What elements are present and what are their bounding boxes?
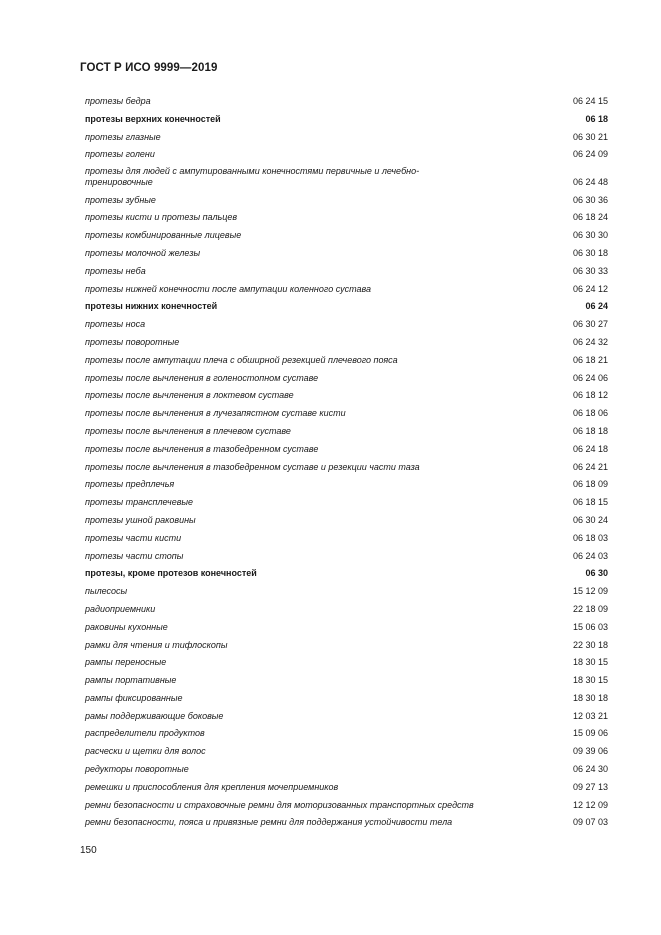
index-row [85, 337, 608, 348]
index-row [85, 551, 608, 562]
index-code: 06 18 18 [572, 425, 608, 436]
index-row [85, 479, 608, 490]
index-term: протезы после вычленения в тазобедренном суставе и резекции части таза [85, 461, 420, 472]
index-term: расчески и щетки для волос [85, 746, 206, 757]
index-term: протезы носа [85, 319, 146, 330]
index-row [85, 96, 608, 107]
index-row [85, 817, 608, 828]
index-code: 06 24 12 [572, 283, 608, 294]
index-row [85, 764, 608, 775]
index-row [85, 132, 608, 143]
index-term: протезы голени [85, 149, 155, 160]
index-row [85, 622, 608, 633]
index-code: 06 18 12 [572, 390, 608, 401]
index-code: 06 18 09 [572, 479, 608, 490]
index-code: 06 24 03 [572, 550, 608, 561]
index-row [85, 373, 608, 384]
index-code: 06 30 21 [572, 131, 608, 142]
index-code: 06 18 06 [572, 408, 608, 419]
index-term: протезы комбинированные лицевые [85, 230, 242, 241]
index-term: рамки для чтения и тифлоскопы [85, 639, 228, 650]
index-term: протезы поворотные [85, 336, 180, 347]
index-code: 15 06 03 [572, 621, 608, 632]
index-code: 06 18 21 [572, 354, 608, 365]
document-header: ГОСТ Р ИСО 9999—2019 [80, 62, 218, 74]
index-term: протезы предплечья [85, 479, 175, 490]
index-term: протезы зубные [85, 194, 156, 205]
index-term: протезы после вычленения в плечевом суставе [85, 425, 291, 436]
index-row [85, 728, 608, 739]
index-code: 22 18 09 [572, 603, 608, 614]
index-term: протезы молочной железы [85, 247, 201, 258]
index-term: рампы портативные [85, 675, 177, 686]
index-code: 06 24 [585, 301, 608, 312]
index-code: 06 18 03 [572, 532, 608, 543]
index-code: 06 30 24 [572, 514, 608, 525]
index-code: 06 30 30 [572, 230, 608, 241]
index-code: 06 30 33 [572, 265, 608, 276]
index-term: протезы части кисти [85, 532, 182, 543]
index-term: протезы для людей с ампутированными конечностями первичные и лечебно-тренировочные [85, 166, 420, 187]
index-row [85, 693, 608, 704]
index-term: рампы фиксированные [85, 692, 183, 703]
index-term: ремни безопасности и страховочные ремни для моторизованных транспортных средств [85, 799, 474, 810]
index-term: протезы нижних конечностей [85, 301, 218, 312]
index-row [85, 149, 608, 160]
index-term: протезы после вычленения в голеностопном суставе [85, 372, 319, 383]
index-term: протезы после ампутации плеча с обширной резекцией плечевого пояса [85, 354, 398, 365]
index-term: протезы верхних конечностей [85, 113, 221, 124]
index-term: протезы части стопы [85, 550, 184, 561]
index-code: 06 30 27 [572, 319, 608, 330]
index-term: протезы глазные [85, 131, 161, 142]
index-row [85, 426, 608, 437]
index-term: протезы после вычленения в тазобедренном суставе [85, 443, 319, 454]
index-code: 06 24 21 [572, 461, 608, 472]
index-row [85, 355, 608, 366]
index-term: редукторы поворотные [85, 764, 189, 775]
index-code: 06 24 06 [572, 372, 608, 383]
index-code: 06 30 18 [572, 247, 608, 258]
index-row [85, 284, 608, 295]
index-row [85, 497, 608, 508]
index-row [85, 515, 608, 526]
index-code: 06 18 [585, 113, 608, 124]
index-row [85, 800, 608, 811]
index-term: протезы нижней конечности после ампутации коленного сустава [85, 283, 372, 294]
index-row [85, 248, 608, 259]
index-term: раковины кухонные [85, 621, 168, 632]
index-term: рампы переносные [85, 657, 167, 668]
index-row [85, 301, 608, 312]
index-row [85, 711, 608, 722]
index-row [85, 390, 608, 401]
index-code: 15 09 06 [572, 728, 608, 739]
index-list [85, 96, 608, 835]
index-row [85, 568, 608, 579]
index-row [85, 746, 608, 757]
index-row [85, 586, 608, 597]
index-row [85, 533, 608, 544]
index-row [85, 166, 608, 187]
index-term: рамы поддерживающие боковые [85, 710, 224, 721]
index-row [85, 319, 608, 330]
index-code: 22 30 18 [572, 639, 608, 650]
index-code: 12 12 09 [572, 799, 608, 810]
index-term: протезы, кроме протезов конечностей [85, 568, 257, 579]
index-row [85, 114, 608, 125]
index-row [85, 604, 608, 615]
index-code: 18 30 15 [572, 657, 608, 668]
index-term: пылесосы [85, 586, 128, 597]
index-row [85, 266, 608, 277]
index-term: распределители продуктов [85, 728, 205, 739]
index-code: 06 24 30 [572, 764, 608, 775]
index-row [85, 657, 608, 668]
index-term: протезы трансплечевые [85, 497, 194, 508]
index-code: 09 07 03 [572, 817, 608, 828]
index-row [85, 230, 608, 241]
index-term: протезы после вычленения в локтевом суставе [85, 390, 294, 401]
index-row [85, 782, 608, 793]
index-row [85, 675, 608, 686]
index-term: протезы кисти и протезы пальцев [85, 212, 238, 223]
index-row [85, 462, 608, 473]
index-code: 06 18 24 [572, 212, 608, 223]
index-code: 06 18 15 [572, 497, 608, 508]
index-term: ремешки и приспособления для крепления мочеприемников [85, 781, 339, 792]
index-term: протезы после вычленения в лучезапястном суставе кисти [85, 408, 346, 419]
index-term: протезы бедра [85, 96, 151, 106]
index-code: 06 24 18 [572, 443, 608, 454]
index-row [85, 640, 608, 651]
index-code: 09 39 06 [572, 746, 608, 757]
index-code: 06 24 09 [572, 149, 608, 160]
index-code: 18 30 18 [572, 692, 608, 703]
index-row [85, 444, 608, 455]
index-code: 06 24 48 [572, 176, 608, 187]
index-code: 06 24 32 [572, 336, 608, 347]
index-row [85, 408, 608, 419]
index-code: 06 30 [585, 568, 608, 579]
index-row [85, 212, 608, 223]
index-term: протезы неба [85, 265, 146, 276]
index-code: 06 24 15 [572, 96, 608, 106]
index-row [85, 195, 608, 206]
index-code: 06 30 36 [572, 194, 608, 205]
page-number: 150 [80, 845, 97, 856]
index-term: ремни безопасности, пояса и привязные ремни для поддержания устойчивости тела [85, 817, 453, 828]
index-term: протезы ушной раковины [85, 514, 196, 525]
index-term: радиоприемники [85, 603, 156, 614]
index-code: 12 03 21 [572, 710, 608, 721]
index-code: 18 30 15 [572, 675, 608, 686]
index-code: 09 27 13 [572, 781, 608, 792]
index-code: 15 12 09 [572, 586, 608, 597]
